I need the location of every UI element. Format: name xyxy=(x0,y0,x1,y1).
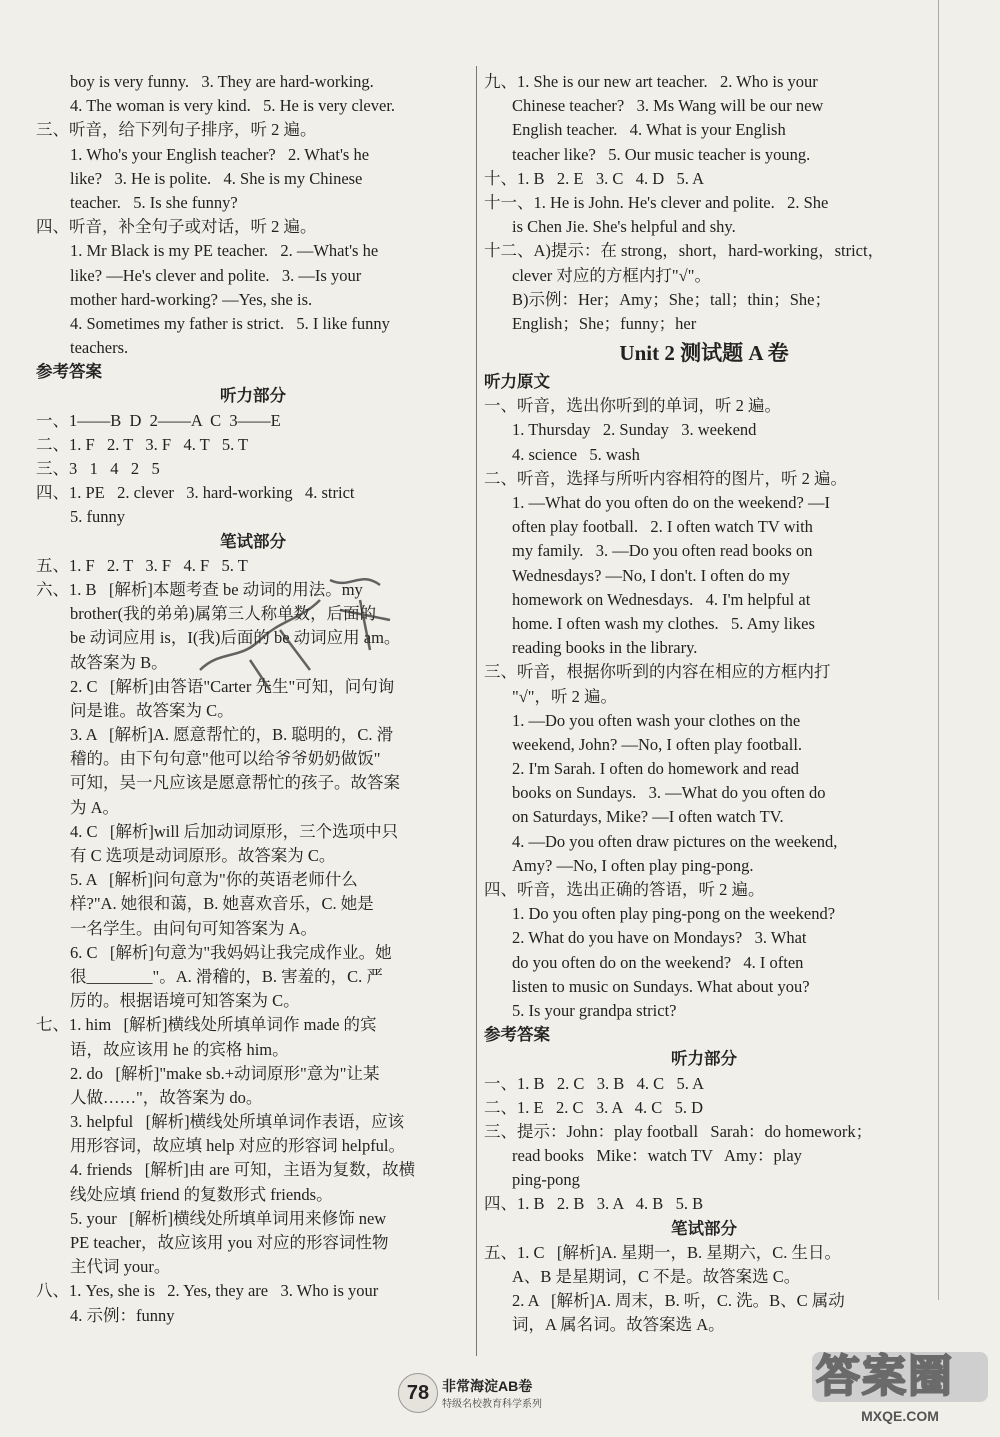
right-column-line: 听力部分 xyxy=(671,1049,737,1069)
right-column-line: often play football. 2. I often watch TV with xyxy=(512,517,813,537)
left-column-line: 二、1. F 2. T 3. F 4. T 5. T xyxy=(36,434,249,454)
right-column-line: is Chen Jie. She's helpful and shy. xyxy=(512,217,736,237)
left-column-line: 6. C [解析]句意为"我妈妈让我完成作业。她 xyxy=(70,942,392,962)
left-column-line: mother hard-working? —Yes, she is. xyxy=(70,289,313,309)
right-column-line: 4. —Do you often draw pictures on the weekend, xyxy=(512,831,838,851)
left-column-line: 5. A [解析]问句意为"你的英语老师什么 xyxy=(70,870,358,890)
right-column-line: 九、1. She is our new art teacher. 2. Who is your xyxy=(484,72,818,91)
right-column-line: reading books in the library. xyxy=(512,638,698,658)
page-footer xyxy=(398,1373,588,1411)
right-column-line: 四、听音，选出正确的答语，听 2 遍。 xyxy=(484,880,765,899)
right-column-line: homework on Wednesdays. 4. I'm helpful at xyxy=(512,589,811,609)
left-column-line: 六、1. B [解析]本题考查 be 动词的用法。my xyxy=(36,579,363,599)
right-column-line: 听力原文 xyxy=(484,372,550,392)
left-column-line: 用形容词，故应填 help 对应的形容词 helpful。 xyxy=(70,1136,406,1156)
right-column-line: "√"，听 2 遍。 xyxy=(512,686,618,706)
left-column-line: 人做……"，故答案为 do。 xyxy=(70,1087,263,1107)
watermark-text: 答案圈 xyxy=(812,1352,988,1402)
right-column-line: 一、1. B 2. C 3. B 4. C 5. A xyxy=(484,1073,705,1093)
right-column-line: ping-pong xyxy=(512,1170,580,1190)
left-column-line: 问是谁。故答案为 C。 xyxy=(70,700,234,720)
right-column xyxy=(484,70,924,1338)
left-column-line: 听力部分 xyxy=(220,386,286,406)
left-column-line: 样?"A. 她很和蔼，B. 她喜欢音乐，C. 她是 xyxy=(70,894,374,914)
left-column-line: 参考答案 xyxy=(36,362,102,382)
right-column-line: read books Mike：watch TV Amy：play xyxy=(512,1146,802,1166)
right-column-line: 三、听音，根据你听到的内容在相应的方框内打 xyxy=(484,662,831,682)
right-column-line: B)示例：Her；Amy；She；tall；thin；She； xyxy=(512,289,831,309)
right-column-line: home. I often wash my clothes. 5. Amy likes xyxy=(512,613,815,633)
left-column-line: boy is very funny. 3. They are hard-working. xyxy=(70,72,374,91)
left-column-line: 主代词 your。 xyxy=(70,1257,171,1277)
right-column-line: English；She；funny；her xyxy=(512,313,697,333)
right-column-line: 十二、A)提示：在 strong，short，hard-working，strict， xyxy=(484,241,885,261)
right-column-line: clever 对应的方框内打"√"。 xyxy=(512,265,711,285)
left-column-line: 四、1. PE 2. clever 3. hard-working 4. strict xyxy=(36,483,355,503)
right-column-line: weekend, John? —No, I often play football. xyxy=(512,734,803,754)
left-column-line: 七、1. him [解析]横线处所填单词作 made 的宾 xyxy=(36,1015,377,1035)
right-column-line: 2. A [解析]A. 周末，B. 听，C. 洗。B、C 属动 xyxy=(512,1291,845,1311)
left-column-line: 5. funny xyxy=(70,507,125,527)
left-column-line: 3. helpful [解析]横线处所填单词作表语，应该 xyxy=(70,1112,405,1132)
left-column-line: 4. friends [解析]由 are 可知，主语为复数，故横 xyxy=(70,1160,416,1180)
left-column-line: 2. do [解析]"make sb.+动词原形"意为"让某 xyxy=(70,1063,380,1083)
left-column-line: teachers. xyxy=(70,338,129,358)
right-column-line: on Saturdays, Mike? —I often watch TV. xyxy=(512,807,784,827)
left-column-line: 4. 示例：funny xyxy=(70,1305,175,1325)
left-column-line: 故答案为 B。 xyxy=(70,652,168,672)
left-column-line: 很________"。A. 滑稽的，B. 害羞的，C. 严 xyxy=(70,966,383,986)
left-column-line: brother(我的弟弟)属第三人称单数，后面的 xyxy=(70,604,377,624)
left-column-line: like? 3. He is polite. 4. She is my Chinese xyxy=(70,168,363,188)
left-column-line: 可知，吴一凡应该是愿意帮忙的孩子。故答案 xyxy=(70,773,400,793)
right-column-line: A、B 是星期词，C 不是。故答案选 C。 xyxy=(512,1267,801,1286)
right-column-line: 五、1. C [解析]A. 星期一，B. 星期六，C. 生日。 xyxy=(484,1242,842,1262)
watermark-url: MXQE.COM xyxy=(861,1408,939,1424)
right-column-line: teacher like? 5. Our music teacher is young. xyxy=(512,144,811,164)
right-column-line: 笔试部分 xyxy=(671,1218,737,1238)
left-column-line: 厉的。根据语境可知答案为 C。 xyxy=(70,991,300,1011)
right-column-line: 4. science 5. wash xyxy=(512,444,640,464)
right-column-line: 三、提示：John：play football Sarah：do homework； xyxy=(484,1121,873,1141)
left-column-line: 5. your [解析]横线处所填单词用来修饰 new xyxy=(70,1208,387,1228)
right-column-line: 十、1. B 2. E 3. C 4. D 5. A xyxy=(484,168,705,188)
left-column-line: be 动词应用 is，I(我)后面的 be 动词应用 am。 xyxy=(70,628,401,648)
right-column-line: 词，A 属名词。故答案选 A。 xyxy=(512,1315,725,1335)
right-column-line: do you often do on the weekend? 4. I often xyxy=(512,952,804,972)
watermark-logo xyxy=(812,1352,988,1432)
left-column-line: 八、1. Yes, she is 2. Yes, they are 3. Who is your xyxy=(36,1281,379,1301)
left-column-line: 四、听音，补全句子或对话，听 2 遍。 xyxy=(36,217,317,237)
right-column-line: Unit 2 测试题 A 卷 xyxy=(619,341,789,366)
left-column-line: PE teacher，故应该用 you 对应的形容词性物 xyxy=(70,1233,389,1252)
page-number: 78 xyxy=(398,1373,438,1413)
left-column-line: teacher. 5. Is she funny? xyxy=(70,192,238,212)
left-column-line: 4. The woman is very kind. 5. He is very clever. xyxy=(70,96,396,116)
right-column-line: 四、1. B 2. B 3. A 4. B 5. B xyxy=(484,1194,704,1214)
left-column-line: 4. Sometimes my father is strict. 5. I like funny xyxy=(70,313,390,333)
left-column-line: 3. A [解析]A. 愿意帮忙的，B. 聪明的，C. 滑 xyxy=(70,725,394,745)
right-column-line: listen to music on Sundays. What about you? xyxy=(512,976,810,996)
left-column-line: 2. C [解析]由答语"Carter 先生"可知，问句询 xyxy=(70,676,395,696)
left-column-line: 一名学生。由问句可知答案为 A。 xyxy=(70,918,318,938)
right-column-line: 一、听音，选出你听到的单词，听 2 遍。 xyxy=(484,396,781,416)
left-column-line: 有 C 选项是动词原形。故答案为 C。 xyxy=(70,846,336,865)
left-column-line: 语，故应该用 he 的宾格 him。 xyxy=(70,1039,289,1059)
left-column-line: 线处应填 friend 的复数形式 friends。 xyxy=(70,1184,333,1204)
left-column-line: 三、3 1 4 2 5 xyxy=(36,459,160,478)
left-column-line: 1. Mr Black is my PE teacher. 2. —What's he xyxy=(70,241,379,261)
right-column-line: my family. 3. —Do you often read books on xyxy=(512,541,813,561)
book-title: 非常海淀AB卷 xyxy=(442,1378,533,1394)
margin-rule xyxy=(938,0,939,1300)
right-column-line: 1. —Do you often wash your clothes on the xyxy=(512,710,801,730)
right-column-line: 1. Thursday 2. Sunday 3. weekend xyxy=(512,420,757,440)
handwriting-scribble xyxy=(190,560,420,700)
right-column-line: Wednesdays? —No, I don't. I often do my xyxy=(512,565,790,585)
left-column-line: 笔试部分 xyxy=(220,531,286,551)
left-column-line: 稽的。由下句句意"他可以给爷爷奶奶做饭" xyxy=(70,749,381,769)
right-column-line: 5. Is your grandpa strict? xyxy=(512,1000,677,1020)
right-column-line: 二、1. E 2. C 3. A 4. C 5. D xyxy=(484,1097,704,1117)
right-column-line: Amy? —No, I often play ping-pong. xyxy=(512,855,754,875)
right-column-line: 1. Do you often play ping-pong on the weekend? xyxy=(512,904,836,924)
left-column-line: 五、1. F 2. T 3. F 4. F 5. T xyxy=(36,555,248,575)
right-column-line: Chinese teacher? 3. Ms Wang will be our new xyxy=(512,96,824,116)
right-column-line: 十一、1. He is John. He's clever and polite. 2. She xyxy=(484,192,829,212)
left-column-line: 为 A。 xyxy=(70,797,120,817)
left-column-line: 4. C [解析]will 后加动词原形，三个选项中只 xyxy=(70,821,399,841)
left-column-line: like? —He's clever and polite. 3. —Is your xyxy=(70,265,362,285)
right-column-line: 2. What do you have on Mondays? 3. What xyxy=(512,928,807,948)
right-column-line: 参考答案 xyxy=(484,1025,550,1045)
column-divider xyxy=(476,66,477,1356)
right-column-line: books on Sundays. 3. —What do you often do xyxy=(512,783,826,803)
right-column-line: English teacher. 4. What is your English xyxy=(512,120,786,140)
left-column-line: 一、1——B D 2——A C 3——E xyxy=(36,410,281,430)
left-column-line: 1. Who's your English teacher? 2. What's he xyxy=(70,144,370,164)
right-column-line: 二、听音，选择与所听内容相符的图片，听 2 遍。 xyxy=(484,468,847,488)
right-column-line: 2. I'm Sarah. I often do homework and read xyxy=(512,759,800,779)
left-column-line: 三、听音，给下列句子排序，听 2 遍。 xyxy=(36,120,317,140)
right-column-line: 1. —What do you often do on the weekend? —I xyxy=(512,493,830,512)
book-series: 特级名校教育科学系列 xyxy=(442,1399,542,1410)
